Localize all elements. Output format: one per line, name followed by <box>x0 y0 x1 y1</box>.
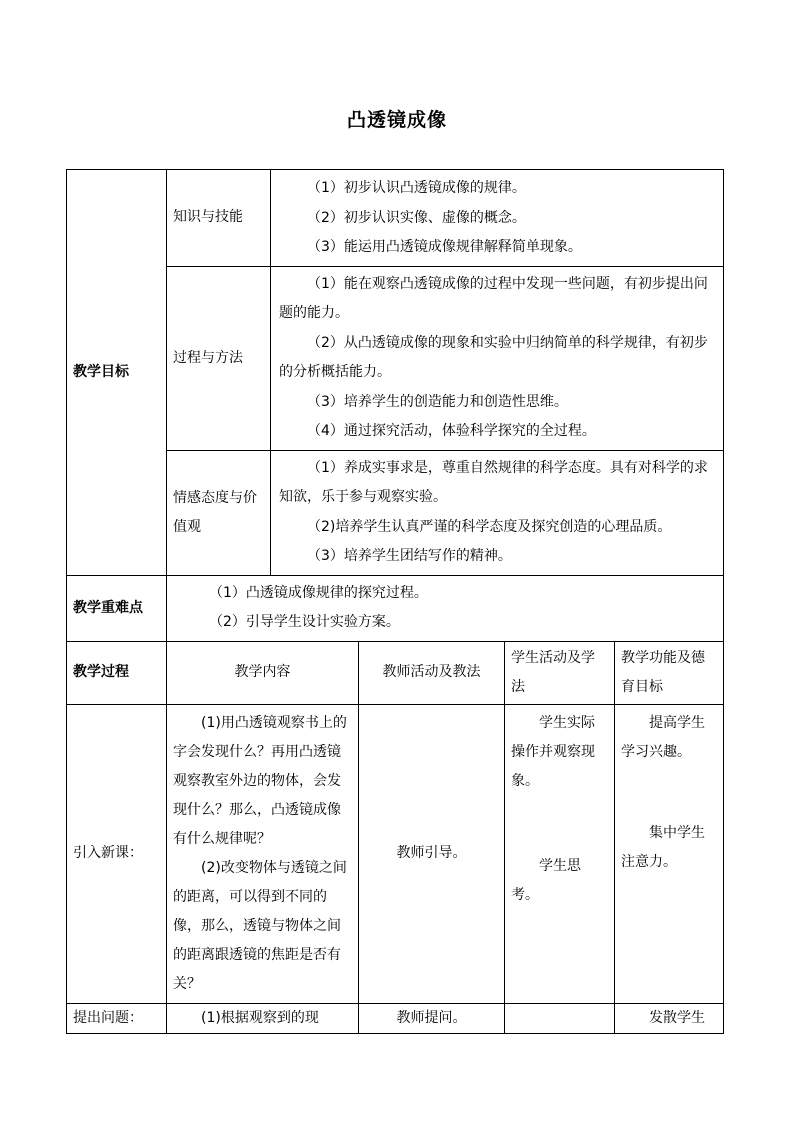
objective-item: （1）初步认识凸透镜成像的规律。 <box>307 180 526 196</box>
content-paragraph: (1)用凸透镜观察书上的字会发现什么？再用凸透镜观察教室外边的物体，会发现什么？那么，凸透镜成像有什么规律呢？ <box>173 714 347 847</box>
objective-item: （2）从凸透镜成像的现象和实验中归纳简单的科学规律，有初步的分析概括能力。 <box>279 334 708 380</box>
objectives-row-knowledge <box>67 170 724 267</box>
objective-item: （4）通过探究活动，体验科学探究的全过程。 <box>307 423 596 439</box>
key-points-items <box>167 575 724 641</box>
objective-item: （2）初步认识实像、虚像的概念。 <box>307 209 526 226</box>
stage-label: 提出问题： <box>67 1003 167 1033</box>
key-points-label: 教学重难点 <box>67 575 167 641</box>
objective-section-label: 知识与技能 <box>167 170 271 267</box>
objective-section-label: 情感态度与价值观 <box>167 450 271 575</box>
spacer <box>511 796 608 852</box>
objective-item: （1）养成实事求是，尊重自然规律的科学态度。具有对科学的求知欲，乐于参与观察实验。 <box>279 459 708 505</box>
process-row-intro <box>67 704 724 1003</box>
stage-label: 引入新课： <box>67 704 167 1003</box>
spacer <box>621 767 717 819</box>
process-row-question <box>67 1003 724 1033</box>
objective-item: （2)培养学生认真严谨的科学态度及探究创造的心理品质。 <box>307 518 672 535</box>
process-label: 教学过程 <box>67 641 167 704</box>
function-cell <box>615 704 724 1003</box>
teaching-function: 发散学生 <box>615 1003 724 1033</box>
objective-item: （3）培养学生的创造能力和创造性思维。 <box>307 393 568 410</box>
objectives-label: 教学目标 <box>67 170 167 576</box>
objective-item: （1）能在观察凸透镜成像的过程中发现一些问题，有初步提出问题的能力。 <box>279 275 708 321</box>
key-point-item: （2）引导学生设计实验方案。 <box>209 614 400 630</box>
objective-item: （3）培养学生团结写作的精神。 <box>307 548 512 564</box>
content-cell <box>167 704 359 1003</box>
teaching-function: 提高学生学习兴趣。 <box>621 714 705 760</box>
teaching-function: 集中学生注意力。 <box>621 824 705 870</box>
objective-item: （3）能运用凸透镜成像规律解释简单现象。 <box>307 239 582 255</box>
page-title: 凸透镜成像 <box>346 109 447 131</box>
teacher-activity: 教师提问。 <box>359 1003 505 1033</box>
objective-section-items <box>271 266 724 450</box>
teacher-activity: 教师引导。 <box>359 704 505 1003</box>
column-header: 教学内容 <box>167 641 359 704</box>
content-paragraph: (2)改变物体与透镜之间的距离，可以得到不同的像，那么，透镜与物体之间的距离跟透镜的焦距是否有关？ <box>173 859 347 992</box>
student-activity <box>505 1003 615 1033</box>
objective-section-items <box>271 450 724 575</box>
column-header: 教学功能及德育目标 <box>615 641 724 704</box>
objective-section-items <box>271 170 724 267</box>
objective-section-label: 过程与方法 <box>167 266 271 450</box>
content-paragraph: (1)根据观察到的现 <box>167 1003 359 1033</box>
column-header: 学生活动及学法 <box>505 641 615 704</box>
key-point-item: （1）凸透镜成像规律的探究过程。 <box>209 584 428 601</box>
column-header: 教师活动及教法 <box>359 641 505 704</box>
student-activity: 学生实际操作并观察现象。 <box>511 714 595 789</box>
student-activity-cell <box>505 704 615 1003</box>
key-points-row <box>67 575 724 641</box>
lesson-plan-table <box>66 169 724 1034</box>
process-header-row <box>67 641 724 704</box>
student-activity: 学生思考。 <box>511 857 581 903</box>
